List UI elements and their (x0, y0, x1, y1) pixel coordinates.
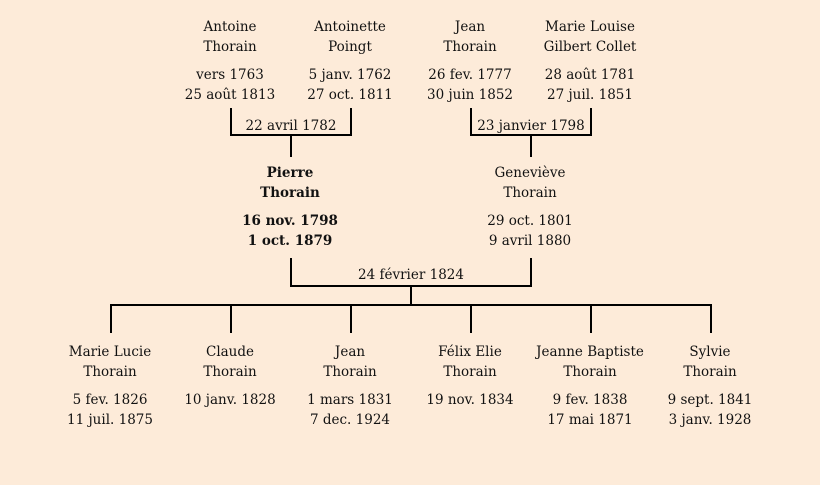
person-antoine-thorain[interactable] (160, 17, 300, 105)
person-claude-thorain[interactable] (160, 342, 300, 410)
last-name: Thorain (323, 364, 377, 380)
person-antoinette-poingt[interactable] (280, 17, 420, 105)
death-date: 3 janv. 1928 (668, 412, 752, 428)
connector-line (470, 304, 472, 333)
last-name: Thorain (83, 364, 137, 380)
birth-date: 9 sept. 1841 (667, 392, 753, 408)
death-date: 25 août 1813 (184, 87, 276, 103)
birth-date: 26 fev. 1777 (428, 67, 512, 83)
first-name: Marie Louise (545, 19, 635, 35)
last-name: Thorain (683, 364, 737, 380)
death-date: 7 dec. 1924 (309, 412, 390, 428)
last-name: Thorain (260, 185, 320, 201)
birth-date: 16 nov. 1798 (242, 213, 338, 229)
death-date: 9 avril 1880 (488, 233, 572, 249)
person-pierre-thorain[interactable] (220, 163, 360, 251)
first-name: Sylvie (689, 344, 731, 360)
marriage-date-pierre-genevieve: 24 février 1824 (358, 267, 464, 283)
person-felix-elie-thorain[interactable] (400, 342, 540, 410)
first-name: Félix Elie (438, 344, 502, 360)
first-name: Claude (205, 344, 255, 360)
person-jean-thorain-sr[interactable] (400, 17, 540, 105)
connector-line (530, 134, 532, 157)
connector-line (290, 134, 292, 157)
connector-line (290, 258, 292, 287)
person-sylvie-thorain[interactable] (640, 342, 780, 430)
last-name: Thorain (563, 364, 617, 380)
first-name: Geneviève (494, 165, 566, 181)
birth-date: 10 janv. 1828 (184, 392, 276, 408)
person-jeanne-baptiste-thorain[interactable] (520, 342, 660, 430)
birth-date: 1 mars 1831 (307, 392, 393, 408)
birth-date: 28 août 1781 (544, 67, 636, 83)
birth-date: vers 1763 (196, 67, 264, 83)
connector-line (110, 304, 112, 333)
birth-date: 19 nov. 1834 (426, 392, 514, 408)
marriage-date-antoine-antoinette: 22 avril 1782 (245, 118, 337, 134)
person-genevieve-thorain[interactable] (460, 163, 600, 251)
death-date: 11 juil. 1875 (67, 412, 153, 428)
death-date: 27 juil. 1851 (547, 87, 633, 103)
first-name: Jean (454, 19, 486, 35)
birth-date: 9 fev. 1838 (552, 392, 628, 408)
connector-line (710, 304, 712, 333)
birth-date: 5 janv. 1762 (308, 67, 392, 83)
last-name: Thorain (503, 185, 557, 201)
connector-line (350, 304, 352, 333)
first-name: Jean (334, 344, 366, 360)
death-date: 17 mai 1871 (547, 412, 633, 428)
death-date: 30 juin 1852 (426, 87, 513, 103)
last-name: Thorain (443, 364, 497, 380)
connector-line (410, 285, 412, 305)
connector-line (230, 304, 232, 333)
person-marie-lucie-thorain[interactable] (40, 342, 180, 430)
children-bar (110, 304, 712, 306)
death-date: 27 oct. 1811 (307, 87, 393, 103)
marriage-date-jean-marie-louise: 23 janvier 1798 (477, 118, 585, 134)
first-name: Pierre (266, 165, 314, 181)
first-name: Antoinette (314, 19, 386, 35)
last-name: Thorain (203, 364, 257, 380)
first-name: Jeanne Baptiste (536, 344, 644, 360)
last-name: Gilbert Collet (543, 39, 637, 55)
first-name: Antoine (203, 19, 257, 35)
last-name: Thorain (443, 39, 497, 55)
death-date: 1 oct. 1879 (247, 233, 333, 249)
connector-line (530, 258, 532, 287)
person-marie-louise-gilbert-collet[interactable] (520, 17, 660, 105)
birth-date: 5 fev. 1826 (72, 392, 148, 408)
birth-date: 29 oct. 1801 (487, 213, 573, 229)
connector-line (590, 304, 592, 333)
last-name: Poingt (328, 39, 372, 55)
person-jean-thorain-jr[interactable] (280, 342, 420, 430)
first-name: Marie Lucie (68, 344, 152, 360)
last-name: Thorain (203, 39, 257, 55)
